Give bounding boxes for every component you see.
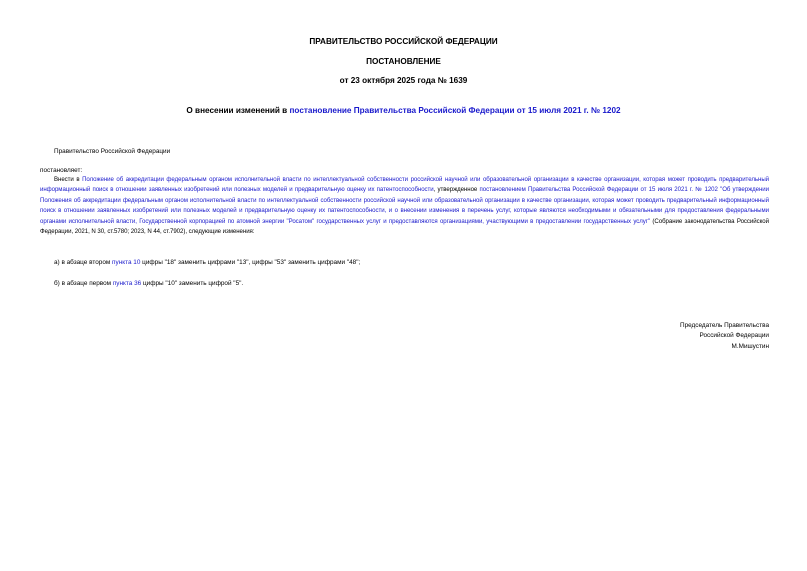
document-heading	[0, 105, 807, 116]
decides-text: постановляет:	[40, 167, 83, 174]
heading-link[interactable]: постановление Правительства Российской Федерации от 15 июля 2021 г. № 1202	[289, 106, 621, 115]
amendment-item-a	[54, 258, 360, 267]
paragraph-end: (Собрание законодательства Российской Федерации, 2021, N 30, ст.5780; 2023, N 44, ст.7902), следующие изменения:	[40, 217, 769, 236]
regulation-link[interactable]: Положение об аккредитации федеральным органом исполнительной власти по интеллектуальной собственности российской научной или образовательной организации в качестве организации, которая может проводить предварительный информационный поиск в отношении заявленных изобретений или полезных моделей и предварительную оценку их патентоспособности	[40, 176, 769, 194]
amendment-item-b	[54, 279, 243, 288]
government-title: ПРАВИТЕЛЬСТВО РОССИЙСКОЙ ФЕДЕРАЦИИ	[309, 37, 498, 46]
item-a-link[interactable]: пункта 10	[112, 259, 141, 266]
item-a-start: а) в абзаце втором	[54, 259, 113, 266]
signature-position: Председатель Правительства	[680, 322, 769, 329]
resolution-link[interactable]: постановлением Правительства Российской Федерации от 15 июля 2021 г. № 1202 "Об утверждении Положения об аккредитации федеральным органом исполнительной власти по интеллектуальной собственности российской научной или образовательной организации в качестве организации, которая может проводить предварительный информационный поиск в отношении заявленных изобретений или полезных моделей и предварительную оценку их патентоспособности, и о внесении изменения в перечень услуг, которые являются необходимыми и обязательными для предоставления федеральными органами исполнительной власти, Государственной корпорацией по атомной энергии "Росатом" государственных услуг и предоставляются организациями, участвующими в предоставлении государственных услуг"	[40, 186, 769, 225]
main-paragraph	[40, 175, 769, 237]
item-b-link[interactable]: пункта 36	[112, 280, 142, 287]
item-b-end: цифры "10" заменить цифрой "5".	[141, 280, 244, 287]
document-date-number: от 23 октября 2025 года № 1639	[339, 76, 468, 85]
document-type: ПОСТАНОВЛЕНИЕ	[366, 57, 441, 66]
item-a-end: цифры "18" заменить цифрами "13", цифры "53" заменить цифрами "48";	[140, 259, 361, 266]
heading-prefix: О внесении изменений в	[186, 106, 290, 115]
paragraph-middle: , утвержденное	[433, 186, 480, 194]
signature-name: М.Мишустин	[731, 343, 769, 350]
item-b-start: б) в абзаце первом	[54, 280, 113, 287]
issuer-text: Правительство Российской Федерации	[54, 148, 171, 155]
signature-organization: Российской Федерации	[699, 332, 769, 339]
paragraph-start: Внести в	[54, 176, 83, 183]
